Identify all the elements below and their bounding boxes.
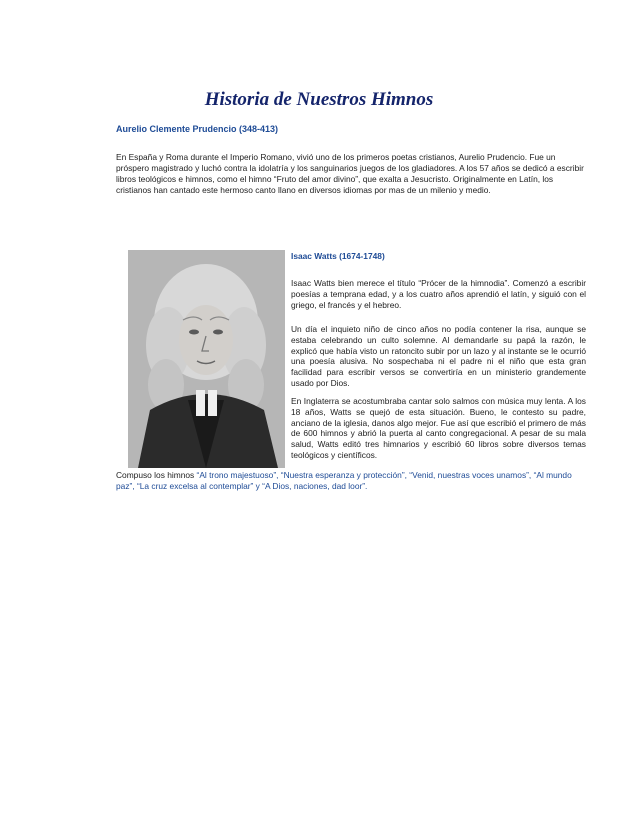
hymn-title: “Nuestra esperanza y protección”,	[280, 470, 407, 480]
hymn-title: “La cruz excelsa al contemplar”	[136, 481, 254, 491]
hymns-prefix: Compuso los himnos	[116, 470, 195, 480]
hymn-conjunction: y	[255, 481, 260, 491]
paragraph-prudencio: En España y Roma durante el Imperio Romano, vivió uno de los primeros poetas cristianos, Aurelio Prudencio. Fue un próspero magistrado y luchó contra la idolatría y los sanguinarios juegos de los gladiadores. A los 57 años se dedicó a escribir libros teológicos e himnos, como el himno “Fruto del amor divino”, que exalta a Jesucristo. Originalmente en Latín, los cristianos han cantado este hermoso canto llano en diversos idiomas por mas de un milenio y medio.	[116, 152, 584, 195]
portrait-isaac-watts	[128, 250, 285, 468]
document-title: Historia de Nuestros Himnos	[204, 89, 434, 110]
hymn-title: “A Dios, naciones, dad loor”.	[262, 481, 368, 491]
paragraph-watts-2: Un día el inquieto niño de cinco años no podía contener la risa, aunque se estaba celebrando un culto solemne. Al demandarle su papá la razón, le explicó que había visto un ratoncito subir por un lazo y al instante se le ocurrió una poesía alusiva. No sospechaba ni el padre ni el niño que esta gran facilidad para escribir versos se convertiría en un ministerio grandemente usado por Dios.	[291, 324, 586, 388]
hymn-title: “Al trono majestuoso”,	[196, 470, 279, 480]
hymn-title: “Al mundo paz”,	[116, 470, 572, 491]
author-heading-watts: Isaac Watts (1674-1748)	[291, 251, 385, 261]
hymn-title: “Venid, nuestras voces unamos”,	[409, 470, 532, 480]
hymns-list	[116, 470, 586, 492]
paragraph-watts-1: Isaac Watts bien merece el título “Prócer de la himnodia”. Comenzó a escribir poesías a temprana edad, y a los cuatro años aprendió el latín, y siguió con el griego, el francés y el hebreo.	[291, 278, 586, 310]
author-heading-prudencio: Aurelio Clemente Prudencio (348-413)	[116, 124, 279, 134]
paragraph-watts-3: En Inglaterra se acostumbraba cantar solo salmos con música muy lenta. A los 18 años, Watts se quejó de esta situación. Bueno, le contesto su padre, anciano de la iglesia, danos algo mejor. Fue así que escribió el primero de más de 600 himnos y abrió la puerta al canto congregacional. A pesar de su mala salud, Watts editó tres himnarios y escribió 60 libros sobre diversos temas teológicos y científicos.	[291, 396, 586, 460]
